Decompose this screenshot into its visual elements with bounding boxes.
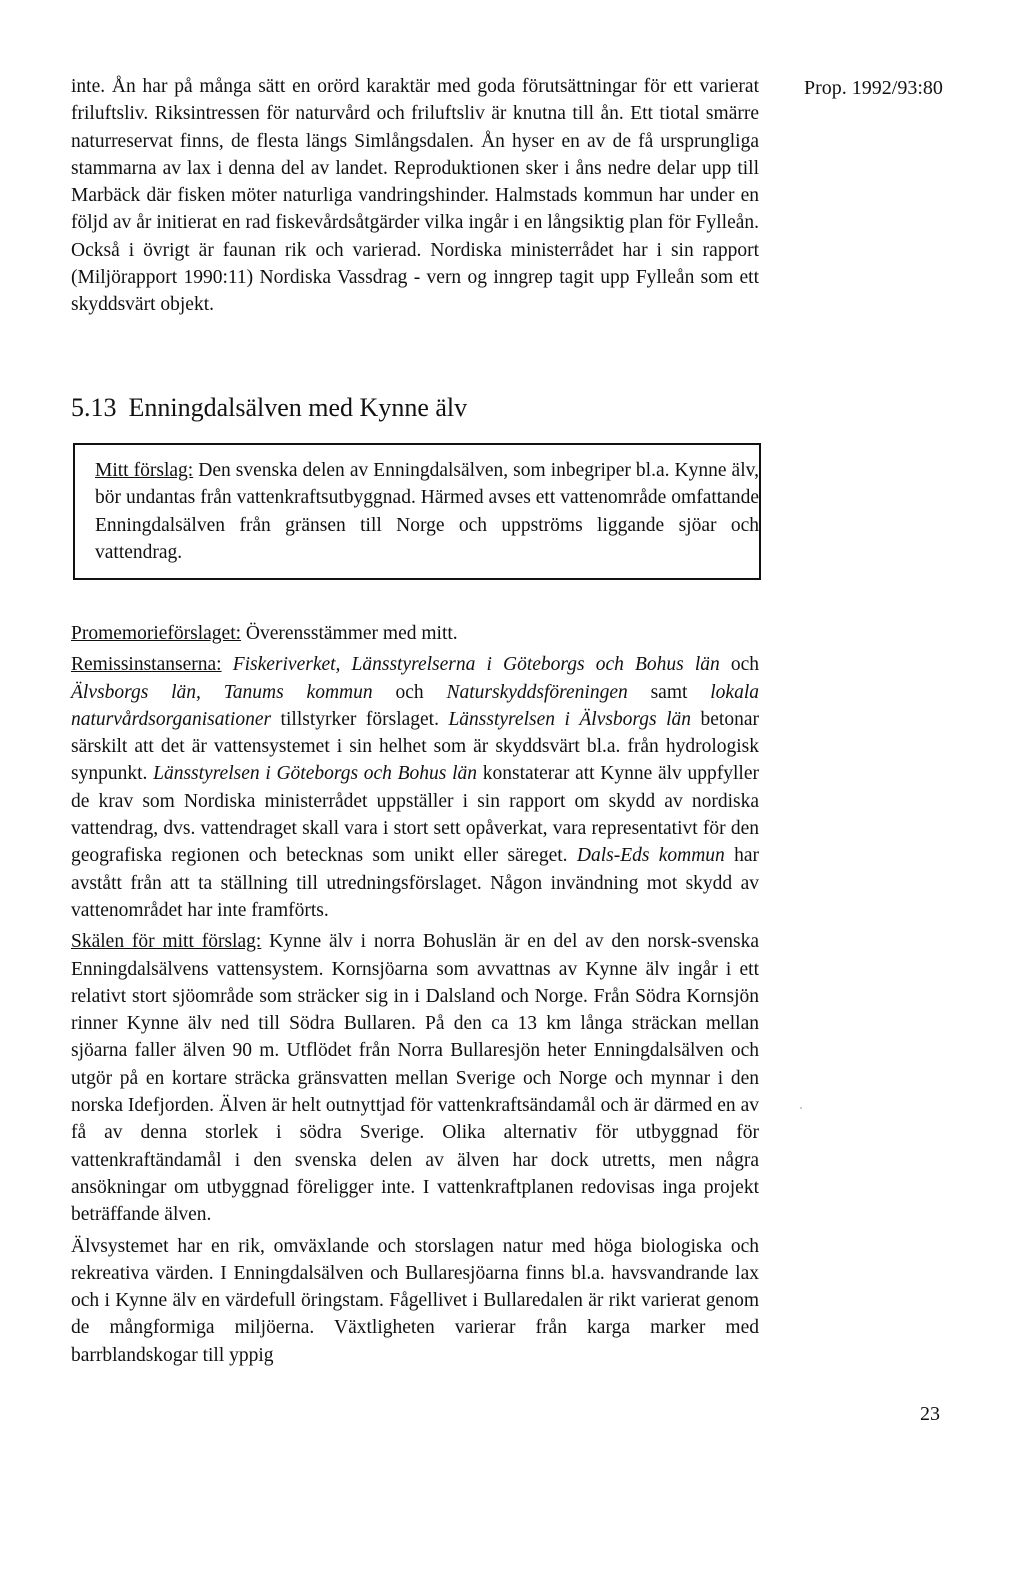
- referral-paragraph: [71, 651, 759, 924]
- referral-text: har avstått från att ta ställning till utredningsförslaget. Någon invändning mot skydd av vattenområdet har inte framförts.: [71, 845, 760, 921]
- memo-label: Promemorieförslaget:: [71, 623, 242, 644]
- proposal-paragraph: [95, 457, 759, 566]
- referral-text: tillstyrker förslaget.: [271, 708, 449, 730]
- referral-organisation: lokala naturvårdsorganisationer: [71, 681, 760, 730]
- referral-text: samt: [627, 681, 711, 703]
- reasons-label: Skälen för mitt förslag:: [71, 931, 262, 953]
- discussion-section: [71, 620, 759, 1369]
- referral-text: [222, 654, 233, 675]
- section-number: 5.13: [71, 393, 117, 422]
- section-title: Enningdalsälven med Kynne älv: [128, 393, 468, 422]
- scan-speck: [800, 1107, 802, 1109]
- referral-label: Remissinstanserna:: [71, 654, 222, 676]
- nature-paragraph: Älvsystemet har en rik, omväxlande och storslagen natur med höga biologiska och rekreativa värden. I Enningdalsälven och Bullaresjöarna finns bl.a. havsvandrande lax och i Kynne älv en värdefull öringstam. Fågellivet i Bullaredalen är rikt varierat genom de mångformiga miljöerna. Växtligheten varierar från karga marker med barrblandskogar till yppig: [71, 1235, 759, 1366]
- referral-text: betonar särskilt att det är vattensystemet i sin helhet som är skyddsvärt bl.a. från hydrologisk synpunkt.: [71, 708, 760, 785]
- section-heading: [71, 393, 467, 423]
- reasons-text: Kynne älv i norra Bohuslän är en del av den norsk-svenska Enningdalsälvens vattensystem. Kornsjöarna som avvattnas av Kynne älv ingår i ett relativt stort sjöområde som sträcker sig in i Dalsland och Norge. Från Södra Kornsjön rinner Kynne älv ned till Södra Bullaren. På den ca 13 km långa sträckan mellan sjöarna faller älven 90 m. Utflödet från Norra Bullaresjön heter Enningdalsälven och utgör på en kortare sträcka gränsvatten mellan Sverige och Norge och mynnar i den norska Idefjorden. Älven är helt outnyttjad för vattenkraftsändamål och är därmed en av få av denna storlek i södra Sverige. Olika alternativ för utbyggnad för vattenkraftändamål i den svenska delen av älven har dock utretts, men några ansökningar om utbyggnad föreligger inte. I vattenkraftplanen redovisas inga projekt beträffande älven.: [71, 931, 759, 1226]
- referral-organisation: Fiskeriverket, Länsstyrelserna i Göteborgs och Bohus län: [232, 654, 720, 676]
- referral-organisation: Dals-Eds kommun: [576, 845, 725, 867]
- memo-text: Överensstämmer med mitt.: [241, 623, 458, 644]
- referral-text: konstaterar att Kynne älv uppfyller de krav som Nordiska ministerrådet uppställer i sin rapport om skydd av nordiska vattendrag, dvs. vattendraget skall vara i stort sett opåverkat, vara representativt för den geografiska regionen och betecknas som unikt eller särеget.: [71, 763, 759, 867]
- memo-paragraph: [71, 620, 759, 647]
- continuation-paragraph: inte. Ån har på många sätt en orörd karaktär med goda förutsättningar för ett varierat friluftsliv. Riksintressen för naturvård och friluftsliv är knutna till ån. Ett tiotal smärre naturreservat finns, de flesta längs Simlångsdalen. Ån hyser en av de få ursprungliga stammarna av lax i denna del av landet. Reproduktionen sker i åns nedre delar upp till Marbäck där fisken möter naturliga vandringshinder. Halmstads kommun har under en följd av år initierat en rad fiskevårdsåtgärder vilka ingår i en långsiktig plan för Fylleån. Också i övrigt är faunan rik och varierad. Nordiska ministerrådet har i sin rapport (Miljörapport 1990:11) Nordiska Vassdrag - vern og inngrep tagit upp Fylleån som ett skyddsvärt objekt.: [71, 76, 759, 316]
- referral-organisation: Naturskyddsföreningen: [446, 681, 628, 703]
- proposal-label: Mitt förslag:: [95, 460, 194, 481]
- referral-text: och: [719, 654, 760, 676]
- reasons-paragraph: [71, 928, 759, 1228]
- referral-organisation: Älvsborgs län, Tanums kommun: [71, 681, 373, 703]
- proposal-box: [73, 443, 761, 580]
- page-number: 23: [920, 1403, 940, 1425]
- referral-organisation: Länsstyrelsen i Göteborgs och Bohus län: [153, 763, 478, 785]
- proposition-reference: Prop. 1992/93:80: [804, 77, 943, 99]
- referral-organisation: Länsstyrelsen i Älvsborgs län: [448, 708, 692, 730]
- continuation-section: [71, 73, 759, 319]
- referral-text: och: [372, 681, 447, 703]
- proposal-text: Den svenska delen av Enningdalsälven, som inbegriper bl.a. Kynne älv, bör undantas från vattenkraftsutbyggnad. Härmed avses ett vattenområde omfattande Enningdalsälven från gränsen till Norge och uppströms liggande sjöar och vattendrag.: [95, 460, 759, 563]
